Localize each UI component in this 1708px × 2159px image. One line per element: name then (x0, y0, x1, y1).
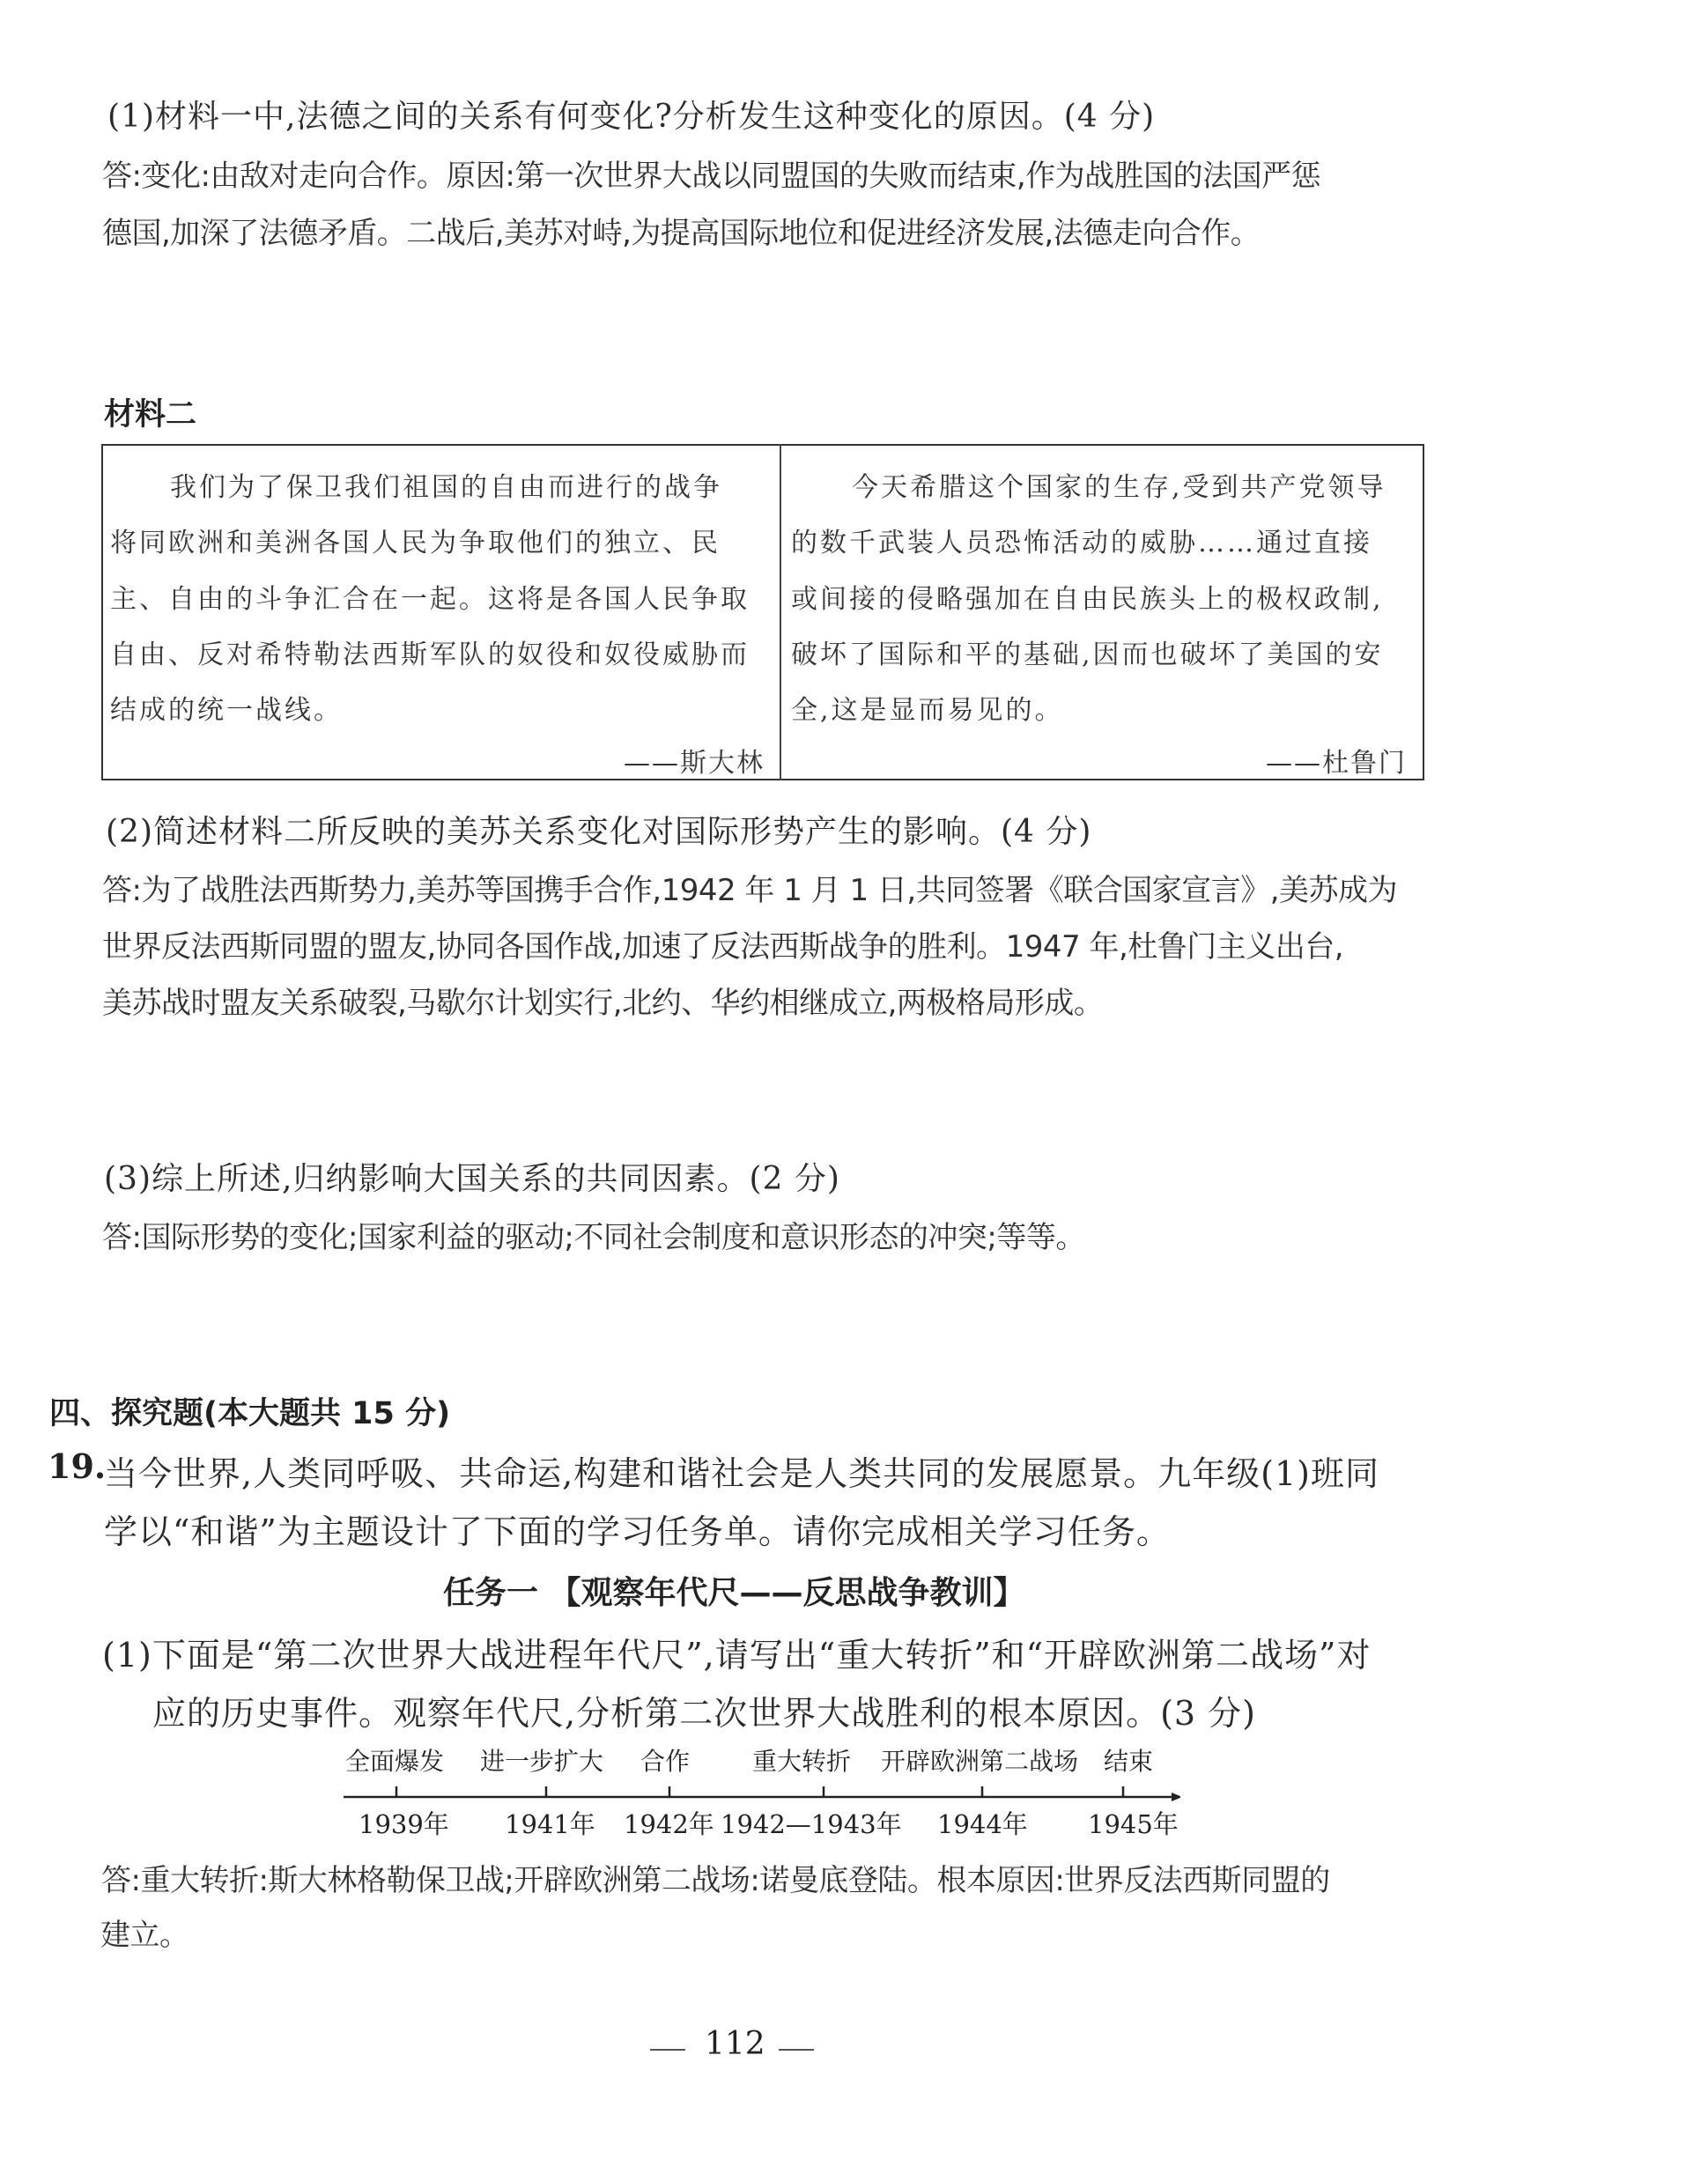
q19-sub-line-1: (1)下面是“第二次世界大战进程年代尺”,请写出“重大转折”和“开辟欧洲第二战场”对 (102, 1636, 1372, 1675)
page-number-dash-right (779, 2049, 814, 2051)
timeline-year-3: 1942年 (624, 1809, 714, 1839)
material2-right-line-3: 或间接的侵略强加在自由民族头上的极权政制, (791, 584, 1384, 615)
q3-answer: 答:国际形势的变化;国家利益的驱动;不同社会制度和意识形态的冲突;等等。 (102, 1220, 1085, 1255)
q2-question: (2)简述材料二所反映的美苏关系变化对国际形势产生的影响。(4 分) (106, 814, 1092, 850)
section4-heading: 四、探究题(本大题共 15 分) (49, 1396, 451, 1431)
timeline-year-6: 1945年 (1088, 1809, 1179, 1839)
timeline-label-4: 重大转折 (752, 1747, 852, 1776)
q1-question: (1)材料一中,法德之间的关系有何变化?分析发生这种变化的原因。(4 分) (107, 99, 1156, 135)
q19-task-title: 任务一 【观察年代尺——反思战争教训】 (443, 1575, 1025, 1611)
q1-answer-line-2: 德国,加深了法德矛盾。二战后,美苏对峙,为提高国际地位和促进经济发展,法德走向合作。 (102, 216, 1261, 251)
material2-divider (780, 444, 781, 780)
material2-right-line-4: 破坏了国际和平的基础,因而也破坏了美国的安 (791, 640, 1384, 670)
q2-answer-line-3: 美苏战时盟友关系破裂,马歇尔计划实行,北约、华约相继成立,两极格局形成。 (102, 986, 1104, 1021)
material2-left-line-4: 自由、反对希特勒法西斯军队的奴役和奴役威胁而 (110, 640, 750, 670)
timeline-label-1: 全面爆发 (345, 1747, 445, 1776)
q3-question: (3)综上所述,归纳影响大国关系的共同因素。(2 分) (104, 1161, 840, 1197)
material2-right-line-5: 全,这是显而易见的。 (791, 695, 1064, 726)
q19-number: 19. (48, 1446, 107, 1486)
q19-answer-line-2: 建立。 (100, 1918, 189, 1953)
material2-heading: 材料二 (104, 397, 197, 433)
q19-sub-line-2: 应的历史事件。观察年代尺,分析第二次世界大战胜利的根本原因。(3 分) (152, 1694, 1256, 1733)
timeline-label-6: 结束 (1104, 1747, 1154, 1776)
q19-line-2: 学以“和谐”为主题设计了下面的学习任务单。请你完成相关学习任务。 (104, 1512, 1171, 1551)
timeline-year-2: 1941年 (505, 1809, 595, 1839)
q2-answer-line-2: 世界反法西斯同盟的盟友,协同各国作战,加速了反法西斯战争的胜利。1947 年,杜鲁门主义出台, (102, 929, 1344, 965)
material2-left-line-2: 将同欧洲和美洲各国人民为争取他们的独立、民 (110, 528, 721, 558)
timeline-year-1: 1939年 (359, 1809, 449, 1839)
timeline-label-5: 开辟欧洲第二战场 (881, 1747, 1079, 1776)
timeline-label-2: 进一步扩大 (480, 1747, 604, 1776)
q19-line-1: 当今世界,人类同呼吸、共命运,构建和谐社会是人类共同的发展愿景。九年级(1)班同 (104, 1454, 1379, 1493)
page-number-dash-left (650, 2049, 685, 2051)
material2-left-source: ——斯大林 (624, 748, 765, 779)
material2-right-source: ——杜鲁门 (1266, 748, 1407, 779)
timeline-year-5: 1944年 (937, 1809, 1028, 1839)
material2-right-line-2: 的数千武装人员恐怖活动的威胁……通过直接 (791, 528, 1372, 558)
material2-right-line-1: 今天希腊这个国家的生存,受到共产党领导 (852, 472, 1386, 503)
q19-answer-line-1: 答:重大转折:斯大林格勒保卫战;开辟欧洲第二战场:诺曼底登陆。根本原因:世界反法西斯同盟的 (101, 1863, 1330, 1898)
material2-left-line-5: 结成的统一战线。 (110, 695, 343, 726)
timeline-year-4: 1942—1943年 (721, 1809, 902, 1839)
material2-left-line-1: 我们为了保卫我们祖国的自由而进行的战争 (170, 472, 722, 503)
page-number: 112 (705, 2026, 765, 2062)
q1-answer-line-1: 答:变化:由敌对走向合作。原因:第一次世界大战以同盟国的失败而结束,作为战胜国的法国严惩 (102, 159, 1321, 194)
q2-answer-line-1: 答:为了战胜法西斯势力,美苏等国携手合作,1942 年 1 月 1 日,共同签署《联合国家宣言》,美苏成为 (102, 873, 1398, 908)
timeline-label-3: 合作 (640, 1747, 691, 1776)
material2-left-line-3: 主、自由的斗争汇合在一起。这将是各国人民争取 (110, 584, 750, 615)
